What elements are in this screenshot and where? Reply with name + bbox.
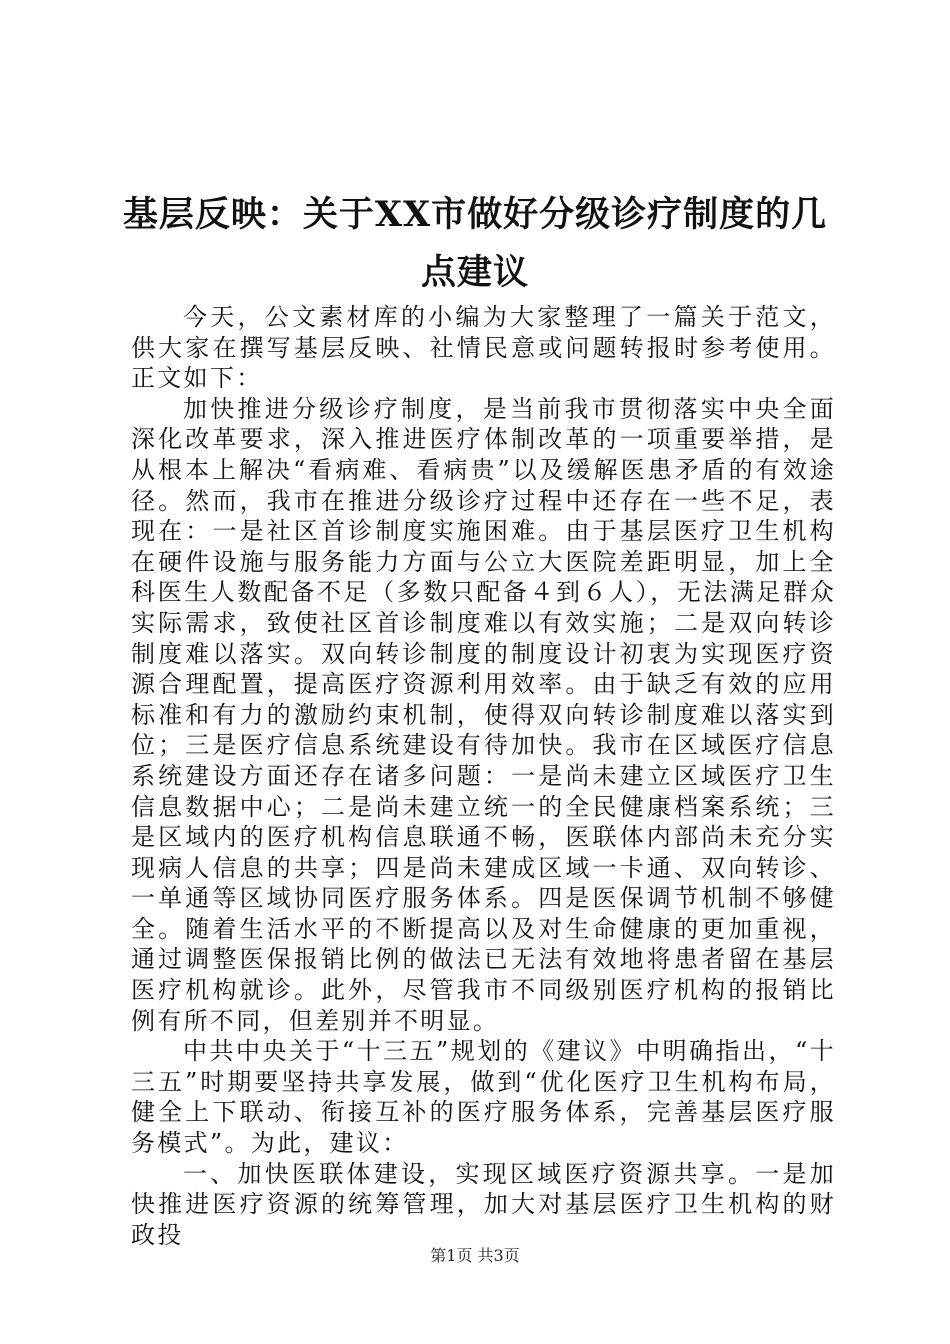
page-footer: 第1页 共3页 (430, 1246, 520, 1265)
intro-paragraph: 今天，公文素材库的小编为大家整理了一篇关于范文，供大家在撰写基层反映、社情民意或问题转报时参考使用。正文如下： (131, 303, 836, 393)
suggestion-paragraph: 一、加快医联体建设，实现区域医疗资源共享。一是加快推进医疗资源的统筹管理，加大对基层医疗卫生机构的财政投 (131, 1159, 836, 1249)
policy-paragraph: 中共中央关于“十三五”规划的《建议》中明确指出，“十三五”时期要坚持共享发展，做到“优化医疗卫生机构布局，健全上下联动、衔接互补的医疗服务体系，完善基层医疗服务模式”。为此，建议： (131, 1037, 836, 1158)
problems-paragraph: 加快推进分级诊疗制度，是当前我市贯彻落实中央全面深化改革要求，深入推进医疗体制改革的一项重要举措，是从根本上解决“看病难、看病贵”以及缓解医患矛盾的有效途径。然而，我市在推进分级诊疗过程中还存在一些不足，表现在：一是社区首诊制度实施困难。由于基层医疗卫生机构在硬件设施与服务能力方面与公立大医院差距明显，加上全科医生人数配备不足（多数只配备４到６人），无法满足群众实际需求，致使社区首诊制度难以有效实施；二是双向转诊制度难以落实。双向转诊制度的制度设计初衷为实现医疗资源合理配置，提高医疗资源利用效率。由于缺乏有效的应用标准和有力的激励约束机制，使得双向转诊制度难以落实到位；三是医疗信息系统建设有待加快。我市在区域医疗信息系统建设方面还存在诸多问题：一是尚未建立区域医疗卫生信息数据中心；二是尚未建立统一的全民健康档案系统；三是区域内的医疗机构信息联通不畅，医联体内部尚未充分实现病人信息的共享；四是尚未建成区域一卡通、双向转诊、一单通等区域协同医疗服务体系。四是医保调节机制不够健全。随着生活水平的不断提高以及对生命健康的更加重视，通过调整医保报销比例的做法已无法有效地将患者留在基层医疗机构就诊。此外，尽管我市不同级别医疗机构的报销比例有所不同，但差别并不明显。 (131, 394, 836, 1035)
document-body (131, 302, 836, 1250)
document-title: 基层反映：关于XX市做好分级诊疗制度的几点建议 (122, 194, 828, 293)
